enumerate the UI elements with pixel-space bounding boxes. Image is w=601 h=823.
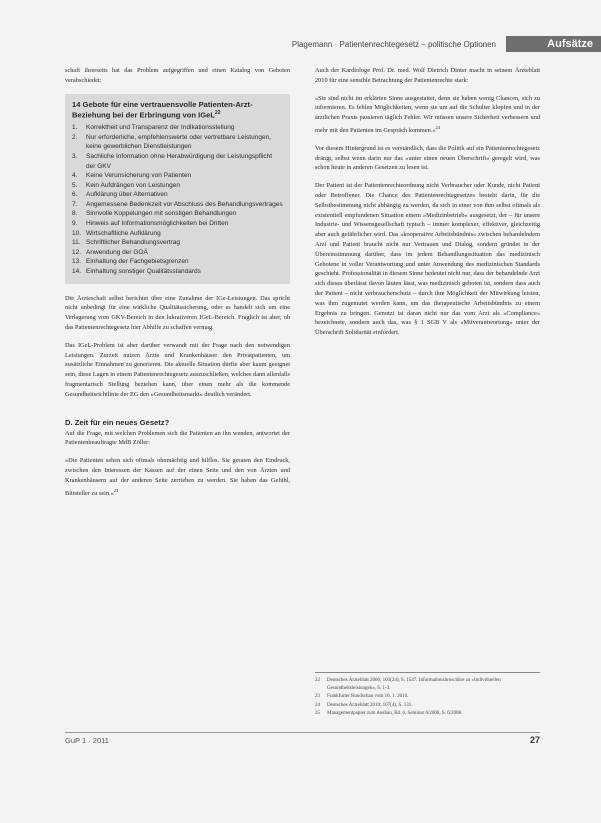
right-column bbox=[315, 66, 540, 346]
box-title-footnote-ref: 22 bbox=[215, 110, 221, 117]
footnote bbox=[315, 702, 540, 710]
gebote-list-item bbox=[72, 267, 283, 277]
gebote-list-item bbox=[72, 123, 283, 133]
gebote-list-item bbox=[72, 190, 283, 200]
gebote-list-item bbox=[72, 209, 283, 219]
gebote-item-number: 14. bbox=[72, 268, 82, 276]
footnote bbox=[315, 677, 540, 693]
gebote-item-text: Anwendung der GOÄ bbox=[86, 248, 148, 256]
right-paragraph-1: Auch der Kardiologe Prof. Dr. med. Wolf Dietrich Dinter macht in seinem Ärzteblatt 2010 für eine sensible Betrachtung der Patientenrechte stark: bbox=[315, 67, 540, 84]
page-number: 27 bbox=[529, 735, 540, 745]
gebote-list bbox=[72, 123, 283, 277]
left-quote-footnote-ref: 23 bbox=[113, 487, 119, 493]
section-heading-d: D. Zeit für ein neues Gesetz? bbox=[65, 417, 170, 427]
gebote-item-text: Keine Verunsicherung von Patienten bbox=[86, 172, 192, 180]
left-paragraph-3: Auf die Frage, mit welchen Problemen sich die Patienten an ihn wenden, antwortet der Patientenbeauftragte MdB Zöller: bbox=[65, 429, 290, 447]
gebote-item-number: 3. bbox=[72, 152, 78, 160]
left-quote-text: »Die Patienten sehen sich oftmals ohnmächtig und hilflos. Sie geraten den Eindruck, zwischen den Interessen der Kassen auf der einen Seite und den von Ärzten und Krankenhäusern auf der anderen Seite zerrieben zu werden. Sie haben das Gefühl, Bittsteller zu sein.« bbox=[65, 457, 290, 497]
gebote-list-item bbox=[72, 219, 283, 229]
gebote-item-number: 5. bbox=[72, 181, 78, 189]
left-paragraph-2: Das IGeL-Problem ist aber darüber verwandt mit der Frage nach den notwendigen Leistungen. Zurzeit nutzen Ärzte und Krankenhäuser den Privatpatienten, um zusätzliche Einnahmen zu generieren. Die aktuelle Situation dürfte aber kaum geeignet sein, diese Lagen in einem Patientenrechtegesetz auszuschließen, welches dann allenfalls fragmentarisch Stellung beziehen kann, über einen mehr als die kommende Gesundheitsrichtlinie der EG den »Gesundheitsmarkt« deutlich verändert. bbox=[65, 341, 290, 398]
box-title-text: 14 Gebote für eine vertrauensvolle Patienten-Arzt-Beziehung bei der Erbringung von IGeL bbox=[72, 99, 253, 120]
header-band bbox=[0, 0, 601, 34]
gebote-item-number: 12. bbox=[72, 248, 82, 256]
section-tab: Aufsätze bbox=[506, 36, 601, 52]
gebote-item-text: Hinweis auf Informationsmöglichkeiten bei Dritten bbox=[86, 220, 229, 228]
footnote-number: 22 bbox=[315, 678, 320, 683]
gebote-item-text: Schriftlicher Behandlungsvertrag bbox=[86, 239, 180, 247]
gebote-item-number: 8. bbox=[72, 210, 78, 218]
gebote-list-item bbox=[72, 257, 283, 267]
gebote-list-item bbox=[72, 229, 283, 239]
gebote-box bbox=[65, 94, 290, 284]
footnote bbox=[315, 693, 540, 701]
footnote-text: Frankfurter Rundschau vom 16. 1. 2010. bbox=[327, 694, 409, 700]
right-paragraph-2: Vor diesem Hintergrund ist es verständlich, dass die Politik auf ein Patientenrechtegesetz drängt, selbst wenn darin nur das »unter einen neuen Überschrift« geregelt wird, was schon heute in anderen Gesetzen zu lesen ist. bbox=[315, 144, 540, 172]
footer-divider bbox=[65, 732, 540, 733]
gebote-item-text: Einhaltung der Fachgebietsgrenzen bbox=[86, 258, 189, 266]
gebote-item-number: 1. bbox=[72, 124, 78, 132]
right-paragraph-3: Der Patient ist der Patientenrechteordnung nicht Verbraucher oder Kunde, nicht Patient oder Betroffener. Die Chance des Patientenrechtegesetzes besteht darin, für die Selbstbestimmung nicht abhängig zu werden, da sich in einer von ihm selbst oftmals als existentiell empfundenen Situation einem »Medizinbetrieb« ausgesetzt, der – für unsere Industrie- und Wissensgesellschaft typisch – immer komplexer, effektiver, gleichzeitig aber auch gefährlicher wird. Das »kooperative Arbeitsbündnis« zwischen behandelndem Arzt und Patient braucht nicht nur Vertrauen und Dialog, sondern gründet in der Übereinstimmung darüber, dass im jedem Behandlungssituation das medizinisch Gebotene in voller Verantwortung und unter Anwendung des medizinischen Standards geschieht. Professionalität in diesem Sinne bedeutet nicht nur, dass der behandelnde Arzt sich dieses überlässt davon läuten lässt, was medizinisch geboten ist, sondern dass auch der Patient – nicht verbraucherschutz – durch ihre Möglichkeit der Mitwirkung leisten, was ihm zugemutet werden kann, um das therapeutische Arbeitsbündnis zu einem Ergebnis zu bringen. Genutzt ist daran nicht nur das vom Arzt als »Compliance« bezeichnete, sondern auch das, was § 1 SGB V als »Mitverantwortung« unter der Überschrift Solidarität einfordert. bbox=[315, 182, 540, 337]
gebote-item-number: 2. bbox=[72, 133, 78, 141]
right-quote-text: »Sie sind nicht im erklärten Sinne ausgestattet, denn sie haben wenig Chancen, sich zu informieren. Es fehlen Möglichkeiten, wenn sie um auf die Schulter klopfen und in der ärztlichen Praxis passieren täglich Fehler. Wir müssen unsere Sicherheit verbessern und mehr mit den Patienten im Gespräch kommen.« bbox=[315, 94, 540, 135]
journal-issue: GuP 1 · 2011 bbox=[65, 736, 109, 745]
gebote-item-text: Nur erforderliche, empfehlenswerte oder vertretbare Leistungen, keine gewerblichen Dienstleistungen bbox=[86, 133, 271, 151]
gebote-list-item bbox=[72, 171, 283, 181]
gebote-item-text: Kein Aufdrängen von Leistungen bbox=[86, 181, 180, 189]
right-quote-footnote-ref: 24 bbox=[435, 124, 440, 130]
footnote-number: 25 bbox=[315, 710, 320, 716]
gebote-list-item bbox=[72, 181, 283, 191]
right-quote bbox=[315, 94, 540, 136]
left-paragraph-1: Die Ärzteschaft selbst berichtet über eine Zunahme der IGe-Leistungen. Das spricht nicht unbedingt für eine wirkliche Qualitätssicherung, oder es handelt sich um eine Verlagerung vom GKV-Bereich in den lukrativeren IGeL-Bereich. Fraglich ist aber, ob das Patientenrechtegesetz hier Abhilfe zu schaffen vermag. bbox=[65, 294, 290, 332]
gebote-item-number: 4. bbox=[72, 172, 78, 180]
footnote-number: 23 bbox=[315, 694, 320, 700]
left-quote bbox=[65, 456, 290, 498]
gebote-item-number: 9. bbox=[72, 220, 78, 228]
footnote bbox=[315, 710, 540, 718]
gebote-item-number: 6. bbox=[72, 191, 78, 199]
gebote-item-text: Aufklärung über Alternativen bbox=[86, 191, 168, 199]
footnote-text: Managementpapier zum Ausbau, Bd. 6, Seminar 6/2008, S. 6/2008. bbox=[327, 710, 463, 716]
gebote-item-number: 13. bbox=[72, 258, 82, 266]
gebote-list-item bbox=[72, 238, 283, 248]
running-title: Plagemann · Patientenrechtegesetz – politische Optionen bbox=[291, 40, 496, 49]
gebote-item-text: Sinnvolle Koppelungen mit sonstigen Behandlungen bbox=[86, 210, 237, 218]
box-title bbox=[72, 100, 283, 121]
gebote-item-text: Einhaltung sonstiger Qualitätsstandards bbox=[86, 268, 201, 276]
gebote-item-number: 7. bbox=[72, 200, 78, 208]
footnote-text: Deutsches Ärzteblatt 2010; 107(4), S. 131. bbox=[327, 702, 413, 708]
gebote-list-item bbox=[72, 200, 283, 210]
left-column bbox=[65, 66, 290, 506]
gebote-list-item bbox=[72, 152, 283, 171]
footnotes bbox=[315, 672, 540, 718]
gebote-item-number: 11. bbox=[72, 239, 81, 247]
gebote-list-item bbox=[72, 133, 283, 152]
gebote-item-text: Angemessene Bedenkzeit vor Abschluss des Behandlungsvertrages bbox=[86, 200, 283, 208]
gebote-list-item bbox=[72, 248, 283, 258]
gebote-item-text: Wirtschaftliche Aufklärung bbox=[86, 229, 161, 237]
footnote-number: 24 bbox=[315, 702, 320, 708]
gebote-item-number: 10. bbox=[72, 229, 82, 237]
left-intro-paragraph: schaft ihrerseits hat das Problem aufgegriffen und einen Katalog von Geboten verabschiedet: bbox=[65, 67, 290, 84]
footnote-text: Deutsches Ärzteblatt 2006; 103(24), S. 1547. Informationsbroschüre zu »Individuellen Gesundheitsleistungen«, S. 1-3. bbox=[327, 678, 501, 692]
gebote-item-text: Sachliche Information ohne Herabwürdigung der Leistungspflicht der GKV bbox=[86, 152, 273, 170]
gebote-item-text: Korrektheit und Transparenz der Indikationsstellung bbox=[86, 124, 235, 132]
